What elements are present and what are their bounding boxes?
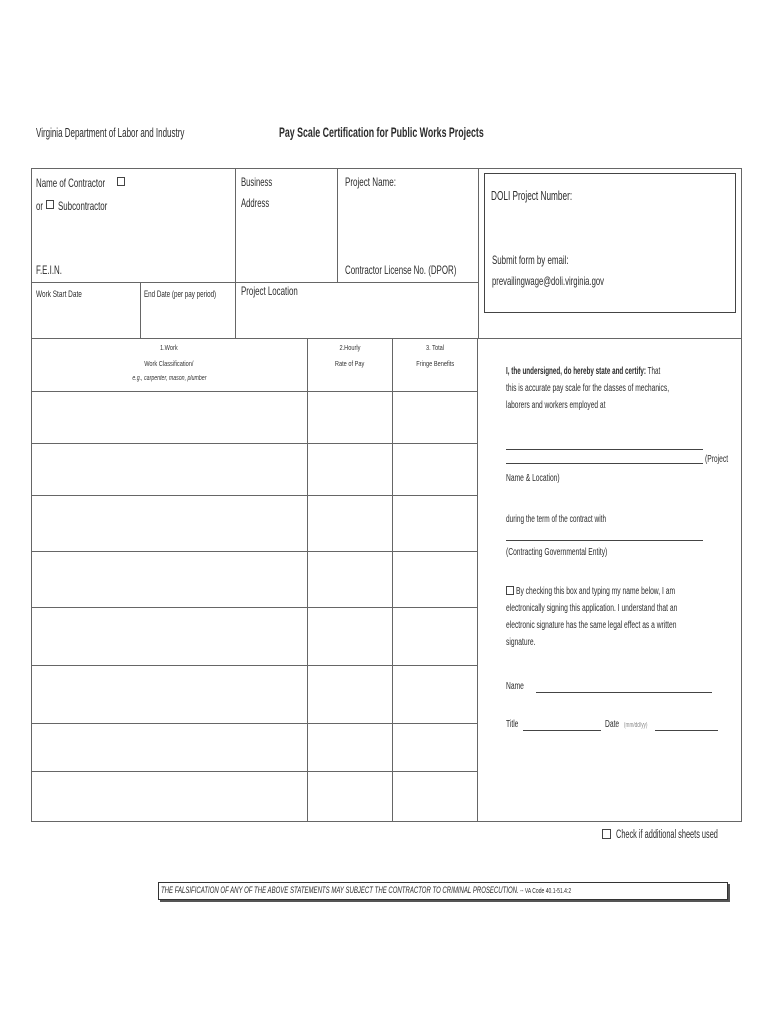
work-classification-cell[interactable] xyxy=(31,552,308,608)
doli-project-number-label: DOLI Project Number: xyxy=(491,189,573,203)
hourly-rate-cell[interactable] xyxy=(308,724,393,772)
signature-date-field[interactable] xyxy=(655,730,718,731)
contractor-license-label: Contractor License No. (DPOR) xyxy=(345,263,457,277)
certification-statement-line xyxy=(506,367,660,377)
hourly-rate-cell[interactable] xyxy=(308,392,393,444)
fringe-benefits-cell[interactable] xyxy=(393,666,478,724)
address-label: Address xyxy=(241,196,270,210)
column-label: Fringe Benefits xyxy=(416,358,454,368)
hourly-rate-cell[interactable] xyxy=(308,444,393,496)
contractor-checkbox[interactable] xyxy=(117,177,125,186)
fringe-benefits-cell[interactable] xyxy=(393,444,478,496)
end-date-label: End Date (per pay period) xyxy=(144,289,217,300)
subcontractor-label: Subcontractor xyxy=(58,199,108,213)
submit-email: prevailingwage@doli.virginia.gov xyxy=(492,274,604,288)
title-label: Title xyxy=(506,719,519,730)
form-title: Pay Scale Certification for Public Works Projects xyxy=(279,124,484,140)
additional-sheets-label: Check if additional sheets used xyxy=(616,829,718,841)
business-label: Business xyxy=(241,175,273,189)
hourly-rate-cell[interactable] xyxy=(308,608,393,666)
project-name-location-field-2[interactable] xyxy=(506,463,703,464)
certification-statement-bold: I, the undersigned, do hereby state and certify: xyxy=(506,366,647,377)
column-hint: e.g., carpenter, mason, plumber xyxy=(131,375,207,382)
esign-checkbox[interactable] xyxy=(506,586,514,595)
certification-statement-rest: That xyxy=(646,366,661,377)
or-label: or xyxy=(36,199,44,213)
column-label: Work Classification/ xyxy=(144,358,194,368)
project-name-location-field[interactable] xyxy=(506,449,703,450)
fringe-benefits-cell[interactable] xyxy=(393,772,478,822)
project-name-label: Project Name: xyxy=(345,175,396,189)
work-classification-cell[interactable] xyxy=(31,666,308,724)
column-label: Rate of Pay xyxy=(335,358,365,368)
column-number: 3. Total xyxy=(425,343,445,352)
agency-name: Virginia Department of Labor and Industry xyxy=(36,126,185,140)
fringe-benefits-cell[interactable] xyxy=(393,392,478,444)
column-number: 2.Hourly xyxy=(339,343,361,352)
hourly-rate-cell[interactable] xyxy=(308,552,393,608)
submit-form-label: Submit form by email: xyxy=(492,253,569,267)
pay-table-header xyxy=(31,339,478,392)
falsification-warning xyxy=(161,886,571,895)
falsification-warning-text: THE FALSIFICATION OF ANY OF THE ABOVE STATEMENTS MAY SUBJECT THE CONTRACTOR TO CRIMINAL PROSECUTION. xyxy=(161,885,519,895)
project-location-label: Project Location xyxy=(241,284,298,298)
work-classification-cell[interactable] xyxy=(31,392,308,444)
work-classification-cell[interactable] xyxy=(31,608,308,666)
signer-name-field[interactable] xyxy=(536,692,712,693)
certification-statement-line: this is accurate pay scale for the classes of mechanics, xyxy=(506,383,670,394)
contracting-entity-label: (Contracting Governmental Entity) xyxy=(506,547,608,558)
additional-sheets-checkbox[interactable] xyxy=(602,829,611,839)
hourly-rate-cell[interactable] xyxy=(308,666,393,724)
va-code-reference: -- VA Code 40.1-51.4:2 xyxy=(518,886,572,895)
fringe-benefits-cell[interactable] xyxy=(393,608,478,666)
work-classification-cell[interactable] xyxy=(31,772,308,822)
project-suffix-label: (Project xyxy=(705,454,729,465)
work-start-date-label: Work Start Date xyxy=(36,289,82,300)
esign-statement-line: electronic signature has the same legal effect as a written xyxy=(506,620,677,631)
work-classification-cell[interactable] xyxy=(31,724,308,772)
project-name-location-label: Name & Location) xyxy=(506,473,560,484)
esign-statement-line: By checking this box and typing my name below, I am xyxy=(516,586,676,597)
contract-term-label: during the term of the contract with xyxy=(506,514,607,525)
esign-statement-line: electronically signing this application. I understand that an xyxy=(506,603,678,614)
column-header-fringe-benefits xyxy=(393,339,478,392)
esign-statement-line: signature. xyxy=(506,637,536,648)
certification-statement-line: laborers and workers employed at xyxy=(506,400,606,411)
contracting-entity-field[interactable] xyxy=(506,540,703,541)
fringe-benefits-cell[interactable] xyxy=(393,552,478,608)
work-classification-cell[interactable] xyxy=(31,444,308,496)
subcontractor-checkbox[interactable] xyxy=(46,200,54,209)
signer-title-field[interactable] xyxy=(523,730,601,731)
column-header-hourly-rate xyxy=(308,339,393,392)
column-header-work-classification xyxy=(31,339,308,392)
work-classification-cell[interactable] xyxy=(31,496,308,552)
date-label: Date xyxy=(605,719,620,730)
fein-label: F.E.I.N. xyxy=(36,263,62,277)
divider-line xyxy=(478,168,479,338)
name-of-contractor-label: Name of Contractor xyxy=(36,176,106,190)
name-label: Name xyxy=(506,681,524,692)
fringe-benefits-cell[interactable] xyxy=(393,496,478,552)
column-number: 1.Work xyxy=(160,343,178,352)
hourly-rate-cell[interactable] xyxy=(308,772,393,822)
fringe-benefits-cell[interactable] xyxy=(393,724,478,772)
hourly-rate-cell[interactable] xyxy=(308,496,393,552)
pay-table-body xyxy=(31,392,478,822)
date-format-hint: (mm/dd/yy) xyxy=(624,722,648,729)
